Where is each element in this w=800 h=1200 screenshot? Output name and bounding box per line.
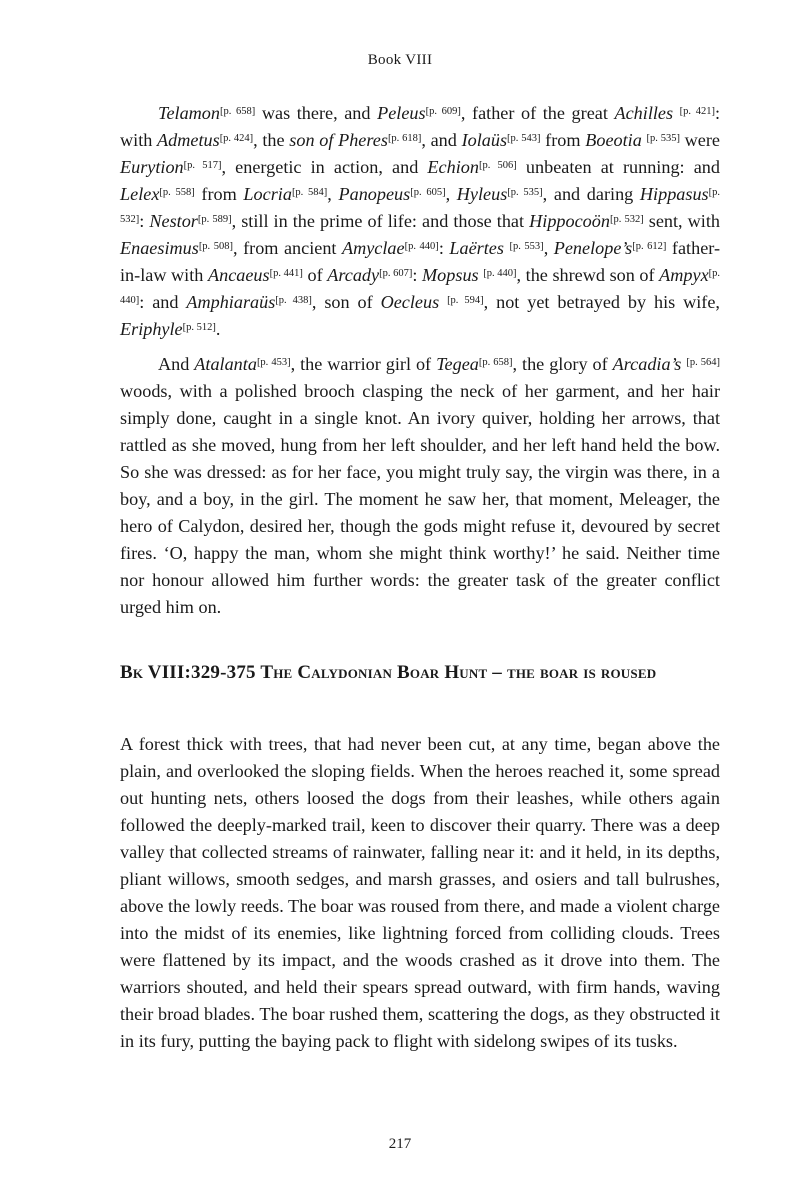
name: Panopeus <box>338 184 411 204</box>
name: Arcadia’s <box>612 354 682 374</box>
page-ref: [p. 658] <box>478 357 513 368</box>
page-ref: [p. 441] <box>269 268 303 279</box>
page-ref: [p. 424] <box>219 133 254 144</box>
text: : <box>438 238 450 258</box>
page-ref: [p. 607] <box>379 268 413 279</box>
text: , <box>327 184 339 204</box>
running-head: Book VIII <box>367 52 433 68</box>
page-ref: [p. 440] <box>120 268 721 306</box>
name: Peleus <box>377 103 426 123</box>
paragraph-boar-roused: A forest thick with trees, that had never been cut, at any time, began above the plain, and overlooked the sloping fields. When the heroes reached it, some spread out hunting nets, others loosed the dogs from their leashes, while others again followed the deeply-marked trail, keen to discover their quarry. There was a deep valley that collected streams of rainwater, falling near it: and it held, in its depths, pliant willows, smooth sedges, and marsh grasses, and osiers and tall bulrushes, above the lowly reeds. The boar was roused from there, and made a violent charge into the midst of its enemies, like lightning forced from colliding clouds. Trees were flattened by its impact, and the woods crashed as it drove into them. The warriors shouted, and held their spears spread outward, with firm hands, waving their broad blades. The boar rushed them, scattering the dogs, as they obstructed it in its fury, putting the baying pack to flight with sidelong swipes of its tusks. <box>120 734 720 1051</box>
text: , <box>543 238 554 258</box>
name: Amyclae <box>341 238 405 258</box>
name: Enaesimus <box>120 238 199 258</box>
name: Admetus <box>157 130 220 150</box>
text: were <box>679 130 720 150</box>
name: Tegea <box>436 354 479 374</box>
name: Amphiaraüs <box>186 292 276 312</box>
page-ref: [p. 658] <box>220 106 256 117</box>
page-ref: [p. 517] <box>183 160 222 171</box>
page-ref: [p. 543] <box>507 133 541 144</box>
page-ref: [p. 535] <box>507 187 543 198</box>
page-ref: [p. 512] <box>182 322 216 333</box>
page-ref: [p. 553] <box>509 241 544 252</box>
page-number: 217 <box>388 1136 412 1152</box>
page-ref: [p. 564] <box>686 357 720 368</box>
page-ref: [p. 612] <box>632 241 667 252</box>
name: Echion <box>427 157 479 177</box>
text: , the glory of <box>512 354 613 374</box>
page-ref: [p. 532] <box>120 187 721 225</box>
text: , from ancient <box>233 238 342 258</box>
page-ref: [p. 532] <box>609 214 644 225</box>
text: , son of <box>311 292 381 312</box>
name: Locria <box>243 184 292 204</box>
text: . <box>215 319 221 339</box>
text: from <box>540 130 586 150</box>
name: Ancaeus <box>207 265 270 285</box>
name: Achilles <box>614 103 674 123</box>
page-ref: [p. 453] <box>256 357 291 368</box>
section-heading: Bk VIII:329-375 The Calydonian Boar Hunt – the boar is roused <box>120 662 657 683</box>
text: : <box>139 211 150 231</box>
page-ref: [p. 421] <box>679 106 715 117</box>
text: unbeaten at running: and <box>516 157 720 177</box>
name: Ampyx <box>659 265 709 285</box>
paragraph-atalanta <box>120 351 720 621</box>
text: : and <box>139 292 187 312</box>
name: Telamon <box>158 103 220 123</box>
page-ref: [p. 584] <box>291 187 328 198</box>
page-ref: [p. 558] <box>159 187 195 198</box>
page-ref: [p. 440] <box>483 268 517 279</box>
text: sent, with <box>643 211 720 231</box>
text: : with <box>120 103 721 150</box>
text: , father of the great <box>460 103 615 123</box>
text: , energetic in action, and <box>221 157 428 177</box>
name: Eurytion <box>120 157 184 177</box>
page-ref: [p. 535] <box>646 133 680 144</box>
name: Eriphyle <box>120 319 183 339</box>
name: Lelex <box>120 184 160 204</box>
page-ref: [p. 589] <box>197 214 232 225</box>
text: woods, with a polished brooch clasping the neck of her garment, and her hair simply done, caught in a single knot. An ivory quiver, holding her arrows, that rattled as she moved, hung from her left shoulder, and her left hand held the bow. So she was dressed: as for her face, you might truly say, the virgin was there, in a boy, and a boy, in the girl. The moment he saw her, that moment, Meleager, the hero of Calydon, desired her, though the gods might refuse it, devoured by secret fires. ‘O, happy the man, whom she might think worthy!’ he said. Neither time nor honour allowed him further words: the greater task of the greater conflict urged him on. <box>120 381 720 617</box>
name: Nestor <box>149 211 198 231</box>
text: , and daring <box>542 184 640 204</box>
text: of <box>302 265 328 285</box>
page-body <box>120 100 720 1055</box>
text: , the shrewd son of <box>516 265 660 285</box>
page-ref: [p. 618] <box>387 133 422 144</box>
text: , the warrior girl of <box>290 354 437 374</box>
name: Mopsus <box>422 265 479 285</box>
name: son of Pheres <box>289 130 388 150</box>
text: : <box>412 265 423 285</box>
text: , <box>445 184 457 204</box>
name: Hyleus <box>456 184 508 204</box>
text: , and <box>421 130 462 150</box>
page-ref: [p. 609] <box>425 106 461 117</box>
text: from <box>194 184 244 204</box>
page-ref: [p. 440] <box>404 241 439 252</box>
name: Atalanta <box>194 354 257 374</box>
text: And <box>158 354 195 374</box>
name: Arcady <box>327 265 380 285</box>
name: Hippocoön <box>529 211 610 231</box>
text: , not yet betrayed by his wife, <box>483 292 720 312</box>
name: Hippasus <box>639 184 709 204</box>
name: Iolaüs <box>461 130 508 150</box>
page-ref: [p. 438] <box>275 295 312 306</box>
page-ref: [p. 508] <box>198 241 234 252</box>
name: Laërtes <box>449 238 504 258</box>
name: Boeotia <box>585 130 642 150</box>
page-ref: [p. 605] <box>410 187 446 198</box>
text: father-in-law with <box>120 238 721 285</box>
name: Oecleus <box>380 292 440 312</box>
page-ref: [p. 594] <box>447 295 484 306</box>
text: was there, and <box>255 103 378 123</box>
name: Penelope’s <box>553 238 633 258</box>
text: , still in the prime of life: and those that <box>231 211 530 231</box>
text: , the <box>253 130 290 150</box>
paragraph-heroes-list <box>120 100 720 343</box>
page-ref: [p. 506] <box>478 160 517 171</box>
